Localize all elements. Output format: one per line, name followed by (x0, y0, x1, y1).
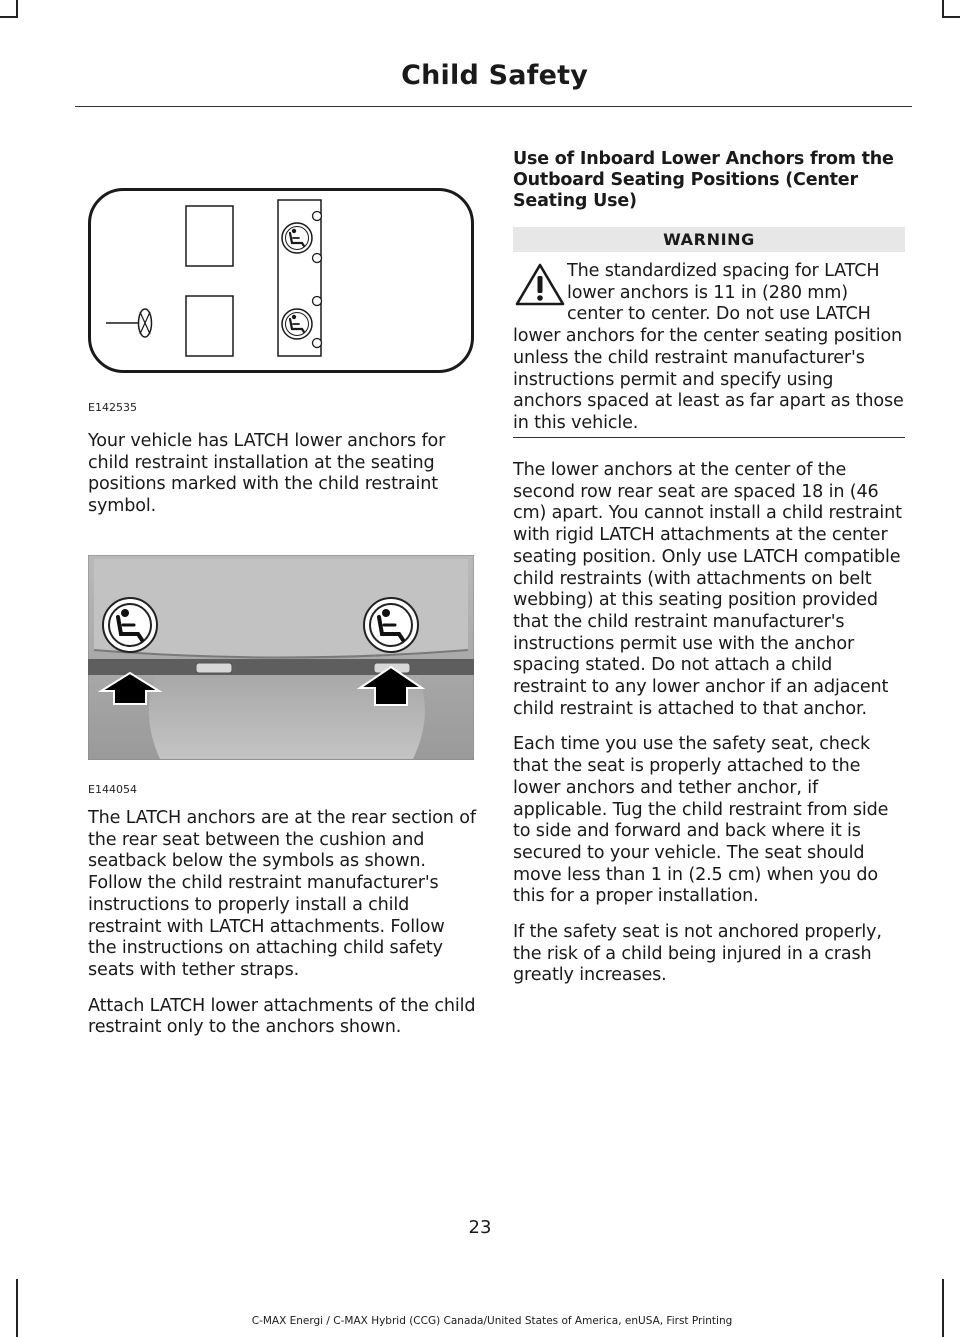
child-seat-symbol-icon (103, 598, 157, 652)
crop-mark (942, 0, 944, 18)
crop-mark (16, 0, 18, 18)
child-seat-symbol-icon (364, 598, 418, 652)
anchor-point (313, 212, 322, 221)
page-title: Child Safety (401, 60, 588, 91)
page-number: 23 (468, 1217, 492, 1238)
warning-text: The standardized spacing for LATCH lower anchors is 11 in (280 mm) center to center. Do not use LATCH lower anchors for the center seating position unless the child restraint manufacturer's instructions permit and specify using anchors spaced at least as far apart as those in this vehicle. (513, 261, 904, 433)
section-heading: Use of Inboard Lower Anchors from the Outboard Seating Positions (Center Seating Use) (513, 149, 894, 211)
child-seat-symbol-icon (282, 223, 312, 253)
crop-mark (942, 1279, 944, 1337)
paragraph: If the safety seat is not anchored properly, the risk of a child being injured in a crash greatly increases. (513, 922, 882, 986)
header-rule (75, 106, 912, 107)
child-seat-symbol-icon (282, 309, 312, 339)
figure-code: E144054 (88, 783, 137, 796)
crop-mark (942, 16, 960, 18)
warning-rule (513, 437, 905, 438)
footer-text: C-MAX Energi / C-MAX Hybrid (CCG) Canada/United States of America, enUSA, First Printing (251, 1315, 733, 1327)
latch-anchors-figure (88, 555, 474, 760)
figure-code: E142535 (88, 401, 137, 414)
paragraph: The LATCH anchors are at the rear section of the rear seat between the cushion and seatback below the symbols as shown. Follow the child restraint manufacturer's instructions to properly install a child restraint with LATCH attachments. Follow the instructions on attaching child safety seats with tether straps. (88, 808, 476, 980)
warning-label: WARNING (513, 227, 905, 252)
anchor-bracket-left (196, 663, 232, 673)
paragraph: Each time you use the safety seat, check that the seat is properly attached to the lower anchors and tether anchor, if applicable. Tug the child restraint from side to side and forward and back where it is secured to your vehicle. The seat should move less than 1 in (2.5 cm) when you do this for a proper installation. (513, 734, 889, 907)
seat-diagram-figure (88, 188, 474, 376)
anchor-point (313, 254, 322, 263)
warning-triangle-icon (513, 261, 567, 307)
front-seat-upper (186, 206, 233, 266)
warning-text-block (513, 261, 907, 435)
paragraph: The lower anchors at the center of the second row rear seat are spaced 18 in (46 cm) apart. You cannot install a child restraint with rigid LATCH attachments at the center seating position. Only use LATCH compatible child restraints (with attachments on belt webbing) at this seating position provided that the child restraint manufacturer's instructions permit use with the anchor spacing stated. Do not attach a child restraint to any lower anchor if an adjacent child restraint is attached to that anchor. (513, 460, 902, 719)
vehicle-outline (90, 190, 473, 372)
front-seat-lower (186, 296, 233, 356)
seat-crease (88, 659, 474, 675)
anchor-point (313, 339, 322, 348)
crop-mark (16, 1279, 18, 1337)
anchor-point (313, 297, 322, 306)
paragraph: Attach LATCH lower attachments of the child restraint only to the anchors shown. (88, 995, 476, 1038)
paragraph: Your vehicle has LATCH lower anchors for child restraint installation at the seating positions marked with the child restraint symbol. (88, 431, 446, 517)
